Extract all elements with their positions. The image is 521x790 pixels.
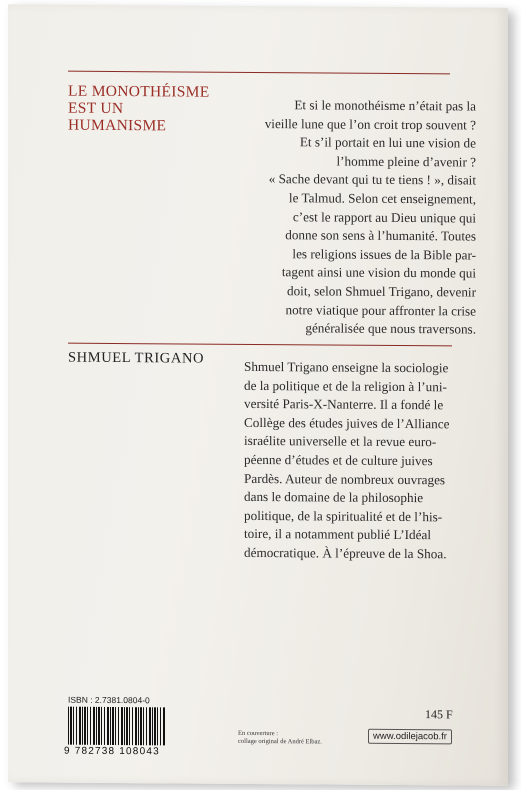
isbn-label: ISBN : 2.7381.0804-0 (68, 694, 150, 706)
bio-line: Shmuel Trigano enseigne la sociologie (244, 358, 449, 376)
blurb-line: notre viatique pour affronter la crise (285, 301, 476, 319)
bio-line: dans le domaine de la philosophie (244, 489, 424, 506)
bio-line: démocratique. À l’épreuve de la Shoa. (244, 544, 447, 562)
book-title (68, 83, 238, 135)
title-line: LE MONOTHÉISME (68, 82, 210, 101)
bio-line: politique, de la spiritualité et de l’his- (244, 507, 443, 525)
blurb-line: « Sache devant qui tu te tiens ! », disait (268, 171, 476, 188)
blurb-line: c’est le rapport au Dieu unique qui (292, 208, 476, 226)
blurb-line: vieille lune que l’on croit trop souvent ? (264, 115, 476, 133)
bio-line: de la politique et de la religion à l’uni- (244, 377, 447, 394)
cover-credit (238, 730, 322, 747)
blurb-line: les religions issues de la Bible par- (292, 245, 476, 263)
author-name: SHMUEL TRIGANO (68, 349, 205, 367)
blurb-line: l’homme pleine d’avenir ? (336, 153, 476, 170)
price: 145 F (425, 707, 453, 722)
blurb-line: généralisée que nous traversons. (305, 320, 476, 337)
bio-line: israélite universelle et la revue euro- (244, 433, 437, 450)
blurb-line: doit, selon Shmuel Trigano, devenir (286, 283, 476, 300)
blurb-line: tagent ainsi une vision du monde qui (281, 264, 476, 281)
bio-line: toire, il a notamment publié L’Idéal (244, 526, 432, 543)
author-bio (244, 358, 449, 564)
blurb-line: le Talmud. Selon cet enseignement, (288, 190, 476, 207)
publisher-website: www.odilejacob.fr (368, 729, 452, 745)
blurb-line: Et s’il portait en lui une vision de (299, 134, 476, 151)
barcode (68, 707, 166, 746)
title-line: EST UN (68, 99, 124, 118)
middle-rule (68, 343, 452, 347)
bio-line: péenne d’études et de culture juives (244, 451, 433, 469)
top-rule (68, 71, 450, 75)
bio-line: Pardès. Auteur de nombreux ouvrages (244, 470, 446, 487)
credit-line: En couverture : (238, 729, 279, 738)
book-back-cover (8, 4, 508, 785)
title-line: HUMANISME (68, 116, 167, 135)
bio-line: Collège des études juives de l’Alliance (244, 414, 450, 432)
credit-line: collage original de André Elbaz. (238, 737, 322, 746)
blurb-text (265, 96, 476, 339)
blurb-line: donne son sens à l’humanité. Toutes (285, 227, 476, 244)
blurb-line: Et si le monothéisme n’était pas la (294, 97, 476, 114)
barcode-number: 9 782738 108043 (64, 745, 160, 758)
bio-line: versité Paris-X-Nanterre. Il a fondé le (244, 396, 444, 413)
